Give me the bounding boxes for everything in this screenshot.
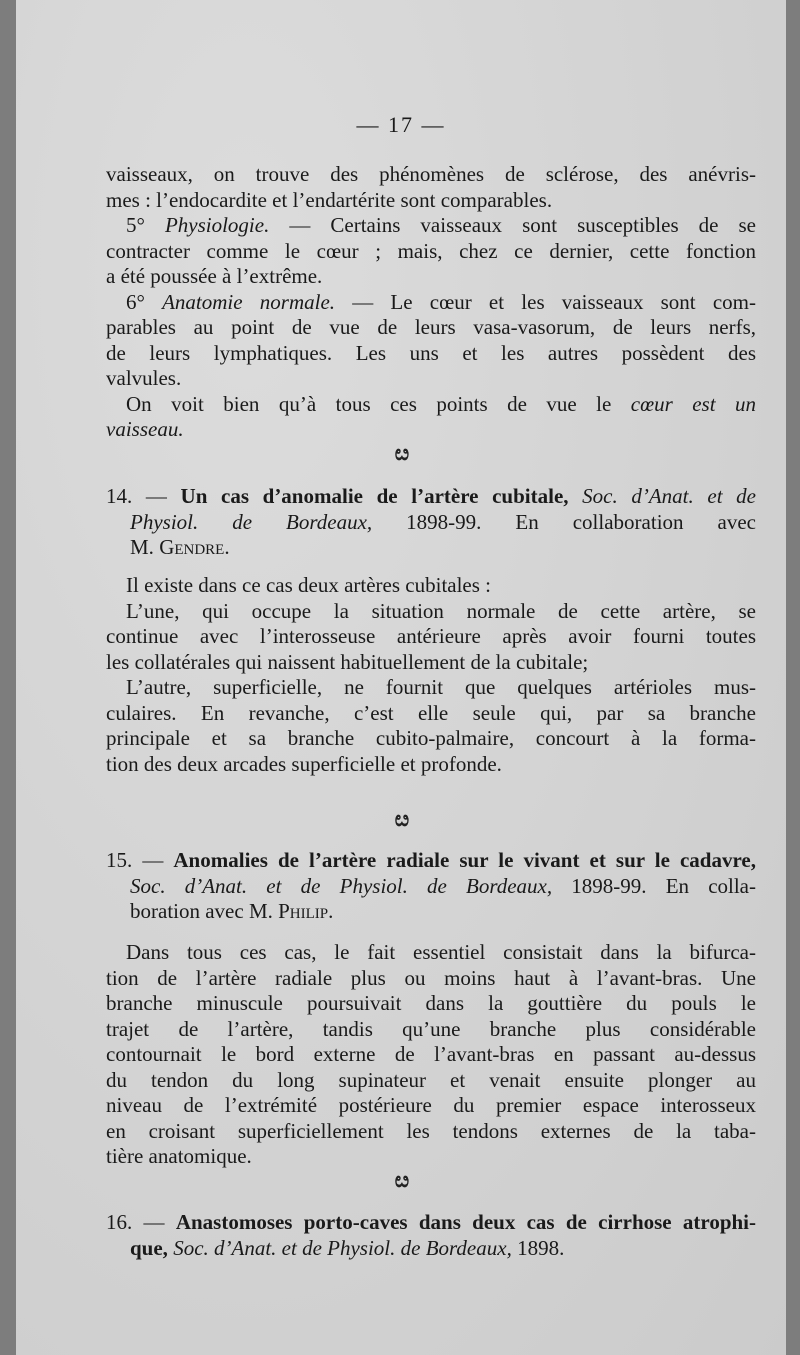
text-line: niveau de l’extrémité postérieure du premier espace interosseux bbox=[106, 1093, 756, 1117]
item-reference: Soc. d’Anat. et de Physiol. de Bordeaux, bbox=[130, 873, 553, 898]
text-line: de leurs lymphatiques. Les uns et les autres possèdent des bbox=[106, 340, 756, 365]
conclusion-line bbox=[106, 392, 756, 418]
intro-section bbox=[106, 162, 756, 443]
item-title: Anastomoses porto-caves dans deux cas de cirrhose atrophi- bbox=[175, 1210, 757, 1234]
ornament-divider: ೞ bbox=[394, 440, 408, 466]
item-heading bbox=[106, 484, 756, 510]
text-line: contracter comme le cœur ; mais, chez ce dernier, cette fonction bbox=[106, 238, 756, 263]
text-span: On voit bien qu’à tous ces points de vue le bbox=[126, 391, 631, 416]
item-15 bbox=[106, 848, 756, 925]
text-line: trajet de l’artère, tandis qu’une branche plus considérable bbox=[106, 1016, 756, 1041]
item-heading bbox=[106, 848, 756, 874]
text-line: tière anatomique. bbox=[106, 1144, 252, 1168]
item-title: Anomalies de l’artère radiale sur le vivant et sur le cadavre, bbox=[173, 848, 756, 872]
text-line: parables au point de vue de leurs vasa-vasorum, de leurs nerfs, bbox=[106, 315, 756, 339]
item-heading bbox=[106, 1210, 756, 1236]
item-reference: Soc. d’Anat. et de bbox=[568, 484, 757, 508]
item-title: que, bbox=[130, 1235, 168, 1260]
item-number: 15. — bbox=[106, 848, 174, 872]
section-number: 6° bbox=[126, 289, 145, 314]
text-line: vaisseaux, on trouve des phénomènes de sclérose, des anévris- bbox=[106, 162, 756, 186]
section-title: Physiologie. bbox=[164, 213, 270, 237]
text-line: Dans tous ces cas, le fait essentiel consistait dans la bifurca- bbox=[126, 940, 756, 964]
emphasis: cœur est un bbox=[630, 391, 757, 416]
item-reference: Physiol. de Bordeaux, bbox=[130, 509, 373, 534]
section-title: Anatomie normale. bbox=[162, 289, 336, 314]
text-line: vaisseau. bbox=[106, 417, 184, 441]
text-line: mes : l’endocardite et l’endartérite sont comparables. bbox=[106, 187, 553, 212]
text-line: a été poussée à l’extrême. bbox=[106, 264, 323, 288]
collaborator-name: Gendre bbox=[159, 535, 225, 559]
item-heading-cont bbox=[106, 535, 756, 561]
text-line: en croisant superficiellement les tendons externes de la taba- bbox=[106, 1118, 756, 1143]
item-14-body bbox=[106, 573, 756, 777]
text-line: Il existe dans ce cas deux artères cubitales : bbox=[126, 573, 492, 597]
item-number: 16. — bbox=[106, 1210, 176, 1234]
text-span: — Certains vaisseaux sont susceptibles de se bbox=[269, 213, 756, 237]
text-line: contournait le bord externe de l’avant-bras en passant au-dessus bbox=[106, 1042, 756, 1066]
text-line: du tendon du long supinateur et venait ensuite plonger au bbox=[106, 1067, 756, 1092]
section-number: 5° bbox=[126, 213, 145, 237]
item-title: Un cas d’anomalie de l’artère cubitale, bbox=[180, 484, 569, 508]
item-heading-cont bbox=[106, 1236, 756, 1262]
item-number: 14. — bbox=[106, 484, 181, 508]
text-span: 1898-99. En collaboration avec bbox=[372, 509, 756, 534]
text-line: culaires. En revanche, c’est elle seule qui, par sa branche bbox=[106, 700, 756, 725]
page-number: — 17 — bbox=[356, 112, 446, 137]
text-line: les collatérales qui naissent habituellement de la cubitale; bbox=[106, 649, 589, 674]
item-heading-cont bbox=[106, 874, 756, 900]
item-16 bbox=[106, 1210, 756, 1261]
item-15-body bbox=[106, 940, 756, 1170]
ornament-divider: ೞ bbox=[394, 806, 408, 832]
text-span: . bbox=[224, 535, 230, 559]
paragraph-physiologie bbox=[106, 213, 756, 239]
text-line: tion de l’artère radiale plus ou moins haut à l’avant-bras. Une bbox=[106, 965, 756, 990]
text-span: 1898-99. En colla- bbox=[552, 873, 756, 898]
item-heading-cont bbox=[106, 510, 756, 536]
text-line: L’une, qui occupe la situation normale de cette artère, se bbox=[126, 598, 756, 623]
item-14 bbox=[106, 484, 756, 561]
text-line: branche minuscule poursuivait dans la gouttière du pouls le bbox=[106, 991, 756, 1015]
item-heading-cont bbox=[106, 899, 756, 925]
text-line: valvules. bbox=[106, 366, 182, 390]
text-line: L’autre, superficielle, ne fournit que quelques artérioles mus- bbox=[126, 675, 756, 699]
text-line: continue avec l’interosseuse antérieure après avoir fourni toutes bbox=[106, 624, 756, 648]
paragraph-anatomie bbox=[106, 290, 756, 316]
text-span: . bbox=[328, 899, 334, 923]
text-span: M. bbox=[130, 535, 160, 559]
text-line: principale et sa branche cubito-palmaire, concourt à la forma- bbox=[106, 726, 756, 750]
text-span: — Le cœur et les vaisseaux sont com- bbox=[335, 289, 756, 314]
document-page bbox=[16, 0, 786, 1355]
text-span: boration avec M. bbox=[130, 899, 279, 923]
text-line: tion des deux arcades superficielle et profonde. bbox=[106, 751, 502, 776]
item-reference: Soc. d’Anat. et de Physiol. de Bordeaux, bbox=[167, 1235, 512, 1260]
text-span: 1898. bbox=[511, 1235, 565, 1260]
ornament-divider: ೞ bbox=[394, 1167, 408, 1193]
collaborator-name: Philip bbox=[278, 899, 329, 923]
